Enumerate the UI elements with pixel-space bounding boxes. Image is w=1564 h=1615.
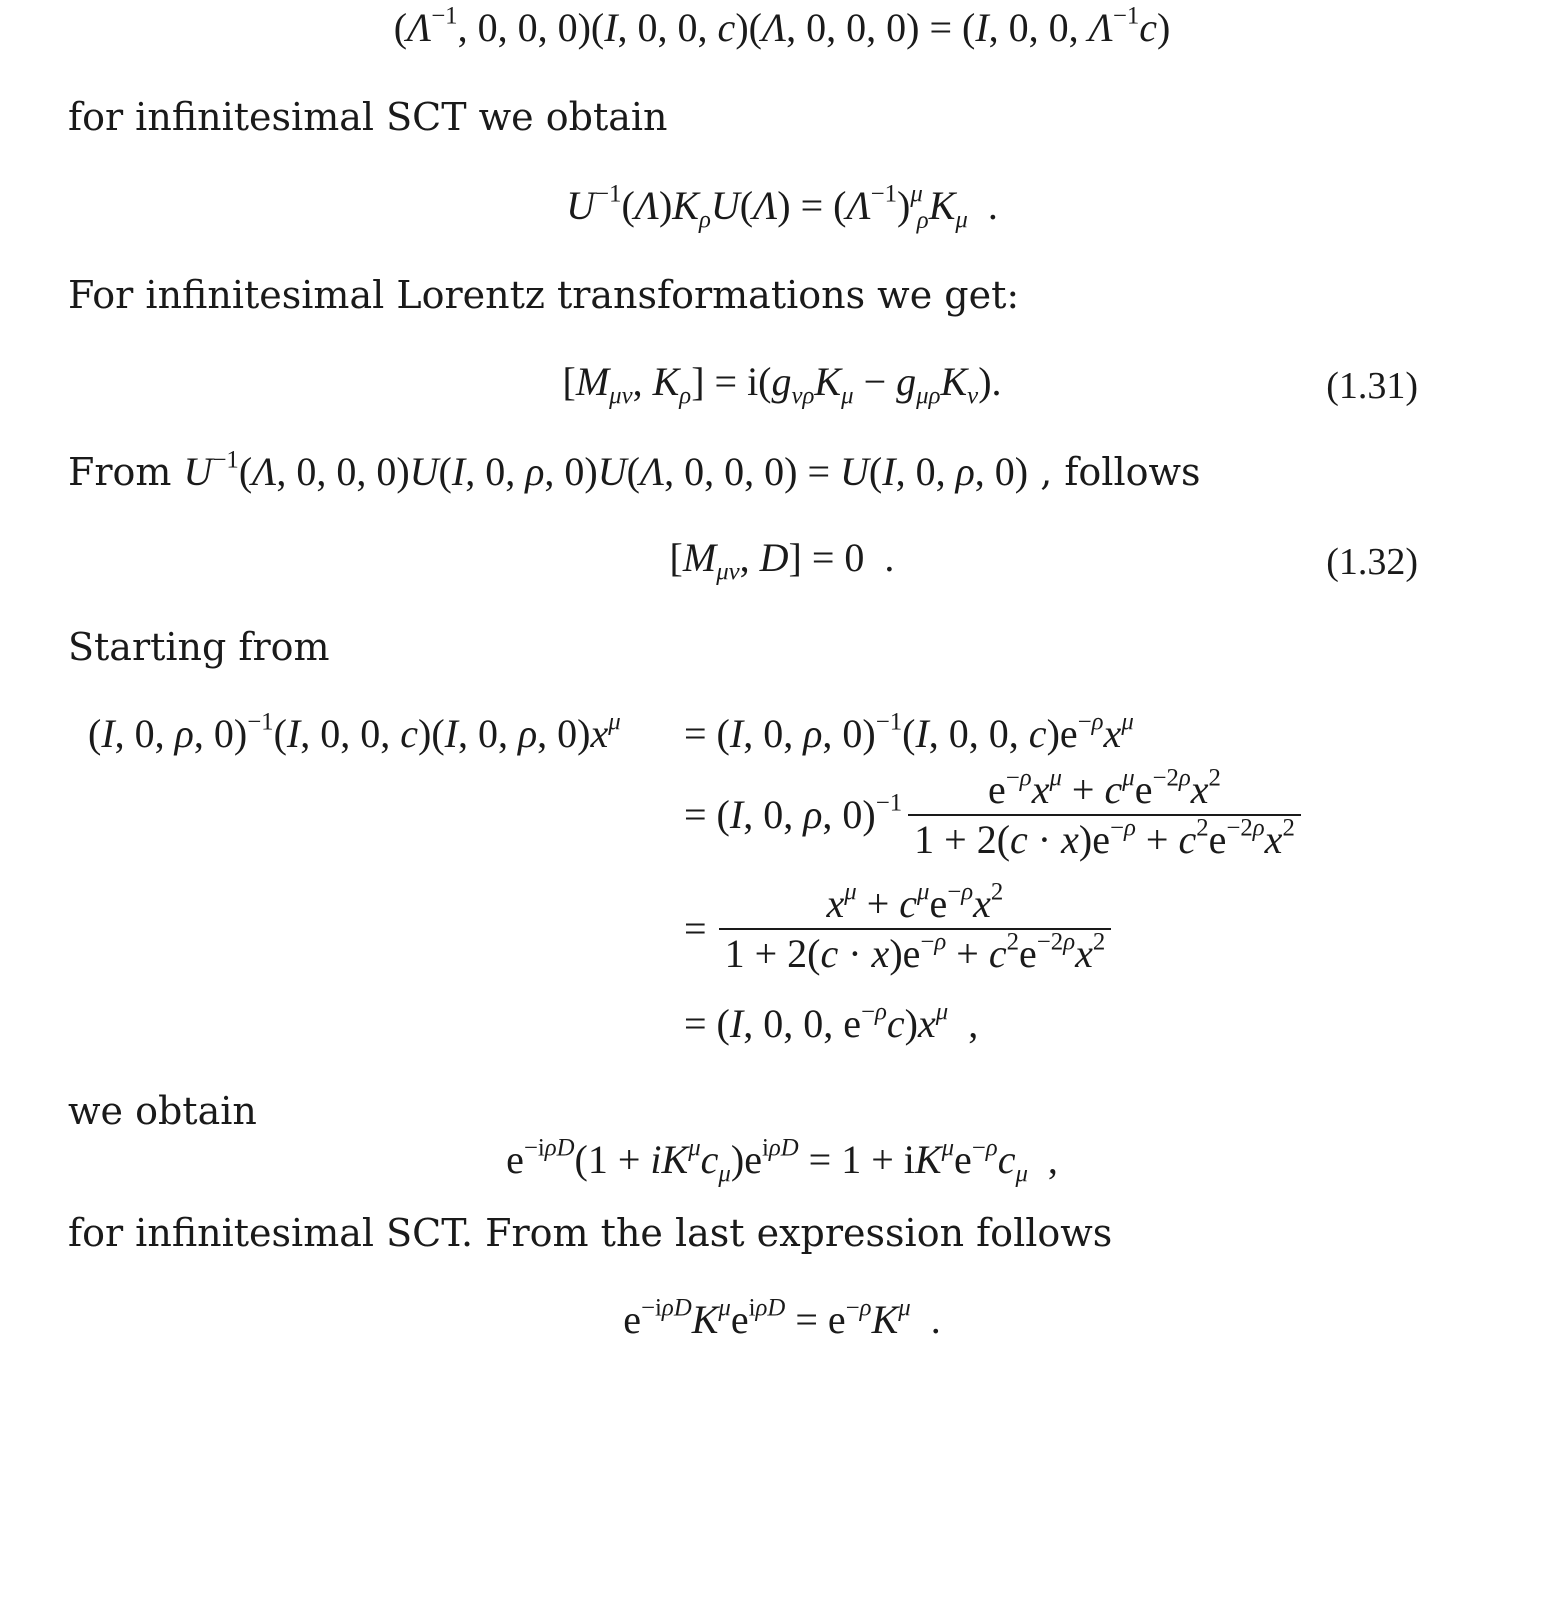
align-lhs: (I, 0, ρ, 0)$^{-1}$(I, 0, 0, c)(I, 0, ρ, $0)x^\mu$: [88, 708, 621, 756]
paragraph-we-obtain: we obtain: [68, 1089, 257, 1133]
equation-conjugation-sct: ($\Lambda^{-1}$, 0, 0, 0)(I, 0, 0, c)(Λ, 0, 0, 0) = (I, 0, 0, $\Lambda^{-1}c$): [393, 2, 1171, 50]
follows-word: , follows: [1040, 450, 1201, 494]
equation-exp-sct: $e^{-i\rho D}(1 + iK^\mu c_\mu)e^{i\rho D} = 1 + iK^\mu e^{-\rho}c_\mu$ ,: [506, 1134, 1058, 1188]
equation-u-k-u: $U^{-1}(\Lambda)K_\rho U(\Lambda) = (\Lambda^{-1})^\mu_\rho K_\mu$ .: [566, 180, 998, 234]
align-row-2: = (I, 0, ρ, 0)$^{-1}$ $\frac{e^{-\rho}x^\mu + c^\mu e^{-2\rho}x^2}{1 + 2(c \cdot x)e^{-\rho} + c^2e^{-2\rho}x^2}$: [684, 770, 1301, 860]
align-row-1: = (I, 0, ρ, 0)$^{-1}$(I, 0, 0, $c)e^{-\rho}x^\mu$: [684, 708, 1134, 756]
equation-number-1-32: (1.32): [1326, 541, 1418, 583]
equation-number-1-31: (1.31): [1326, 365, 1418, 407]
paragraph-last-expression: for infinitesimal SCT. From the last expression follows: [68, 1211, 1113, 1255]
equation-exp-k: $e^{-i\rho D}K^\mu e^{i\rho D} = e^{-\rho}K^\mu$ .: [623, 1294, 941, 1342]
fraction-row-3: $\frac{x^\mu + c^\mu e^{-\rho}x^2}{1 + 2(c \cdot x)e^{-\rho} + c^2e^{-2\rho}x^2}$: [719, 884, 1112, 974]
paragraph-infinitesimal-sct: for infinitesimal SCT we obtain: [68, 95, 668, 139]
fraction-row-2: $\frac{e^{-\rho}x^\mu + c^\mu e^{-2\rho}x^2}{1 + 2(c \cdot x)e^{-\rho} + c^2e^{-2\rho}x^2}$: [908, 770, 1301, 860]
inline-dilatation-conjugation: $U^{-1}(\Lambda$, 0, 0, 0)U(I, 0, ρ, 0)U(Λ, 0, 0, 0) = U(I, 0, ρ, 0): [183, 446, 1029, 494]
from-word: From: [68, 450, 172, 494]
paragraph-lorentz: For infinitesimal Lorentz transformations we get:: [68, 273, 1020, 317]
paragraph-from-u: [68, 446, 1201, 494]
align-row-3: = $\frac{x^\mu + c^\mu e^{-\rho}x^2}{1 + 2(c \cdot x)e^{-\rho} + c^2e^{-2\rho}x^2}$: [684, 884, 1111, 974]
align-row-4: = (I, 0, 0, $e^{-\rho}c)x^\mu$ ,: [684, 998, 979, 1046]
equation-1-31: [$M_{\mu\nu}$, $K_\rho] = i(g_{\nu\rho}K_\mu - g_{\mu\rho}K_\nu)$.: [562, 359, 1002, 410]
paragraph-starting-from: Starting from: [68, 625, 330, 669]
equation-1-32: [$M_{\mu\nu}$, D] = 0 .: [669, 535, 895, 586]
